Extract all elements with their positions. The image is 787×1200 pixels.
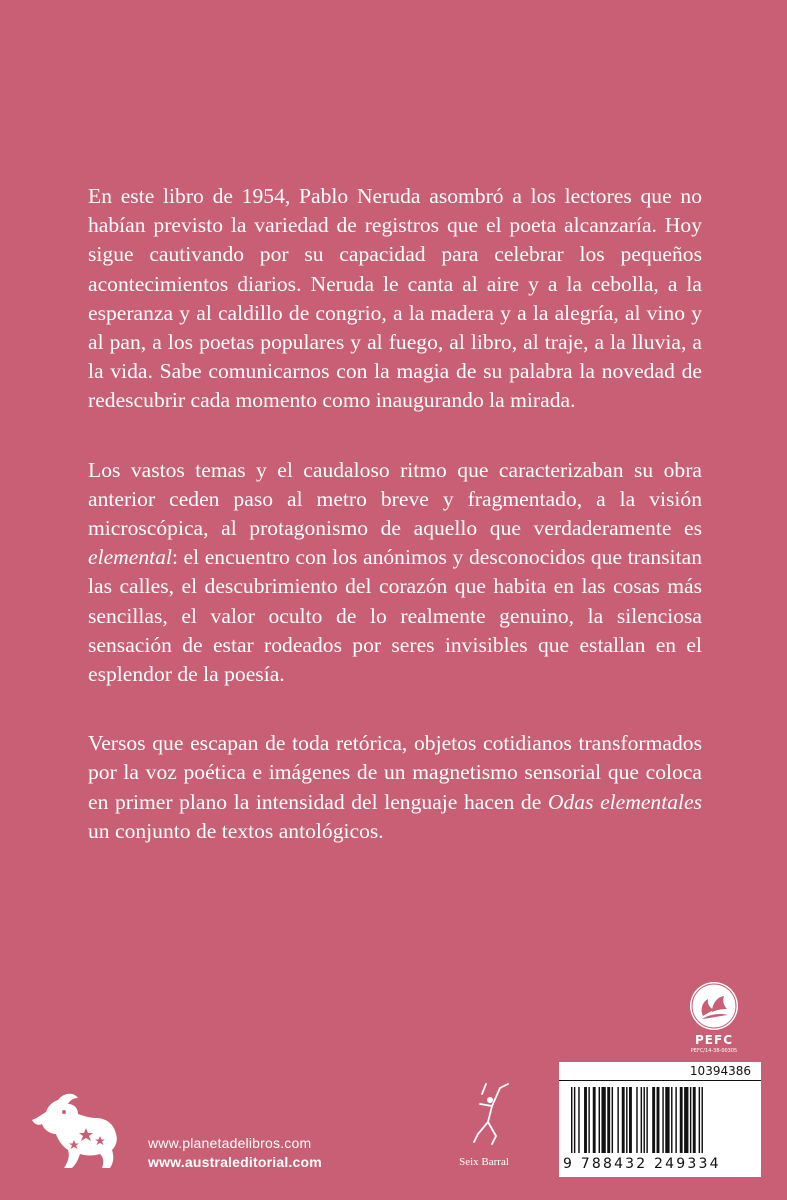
- barcode-bars: [567, 1087, 753, 1157]
- isbn-barcode: [559, 1062, 761, 1177]
- blurb-paragraph-2: [88, 456, 702, 690]
- blurb-paragraph-1: En este libro de 1954, Pablo Neruda asombró a los lectores que no habían previsto la variedad de registros que el poeta alcanzaría. Hoy sigue cautivando por su capacidad para celebrar los pequeños acontecimientos diarios. Neruda le canta al aire y a la cebolla, a la esperanza y al caldillo de congrio, a la madera y a la alegría, al vino y al pan, a los poetas populares y al fuego, al libro, al traje, a la lluvia, a la vida. Sabe comunicarnos con la magia de su palabra la novedad de redescubrir cada momento como inaugurando la mirada.: [88, 184, 702, 413]
- pefc-trees-icon: [690, 982, 738, 1030]
- blurb-p2-text-a: Los vastos temas y el caudaloso ritmo que caracterizaban su obra anterior ceden paso al metro breve y fragmentado, a la visión microscópica, al protagonismo de aquello que verdaderamente es: [88, 457, 702, 541]
- pefc-label: PEFC: [695, 1033, 733, 1047]
- blurb-p3-text-a: Versos que escapan de toda retórica, objetos cotidianos transformados por la voz poética e imágenes de un magnetismo sensorial que coloca en primer plano la intensidad del lenguaje hacen de: [88, 731, 702, 814]
- goat-constellation-icon: [28, 1090, 126, 1174]
- blurb-p3-text-b: un conjunto de textos antológicos.: [88, 818, 384, 843]
- pefc-certification: [686, 982, 742, 1054]
- seix-barral-name: Seix Barral: [459, 1156, 509, 1168]
- book-title-italic: Odas elementales: [547, 789, 703, 814]
- publisher-urls: [148, 1134, 322, 1172]
- blurb-paragraph-3: [88, 729, 702, 846]
- isbn-digits: 9 788432 249334: [563, 1156, 721, 1172]
- seix-barral-figure-icon: [452, 1082, 516, 1150]
- url-planetadelibros[interactable]: www.planetadelibros.com: [148, 1135, 312, 1151]
- seix-barral-imprint: [452, 1082, 516, 1168]
- blurb-p2-italic: elemental: [88, 545, 172, 570]
- pefc-code: PEFC/14-38-00305: [690, 1048, 738, 1054]
- url-australeditorial[interactable]: www.australeditorial.com: [148, 1154, 322, 1170]
- internal-code: 10394386: [559, 1062, 761, 1081]
- back-cover-blurb: [88, 182, 702, 886]
- blurb-p2-text-b: : el encuentro con los anónimos y desconocidos que transitan las calles, el descubrimiento del corazón que habita en las cosas más sencillas, el valor oculto de lo realmente genuino, la silenciosa sensación de estar rodeados por seres invisibles que estallan en el esplendor de la poesía.: [88, 545, 702, 687]
